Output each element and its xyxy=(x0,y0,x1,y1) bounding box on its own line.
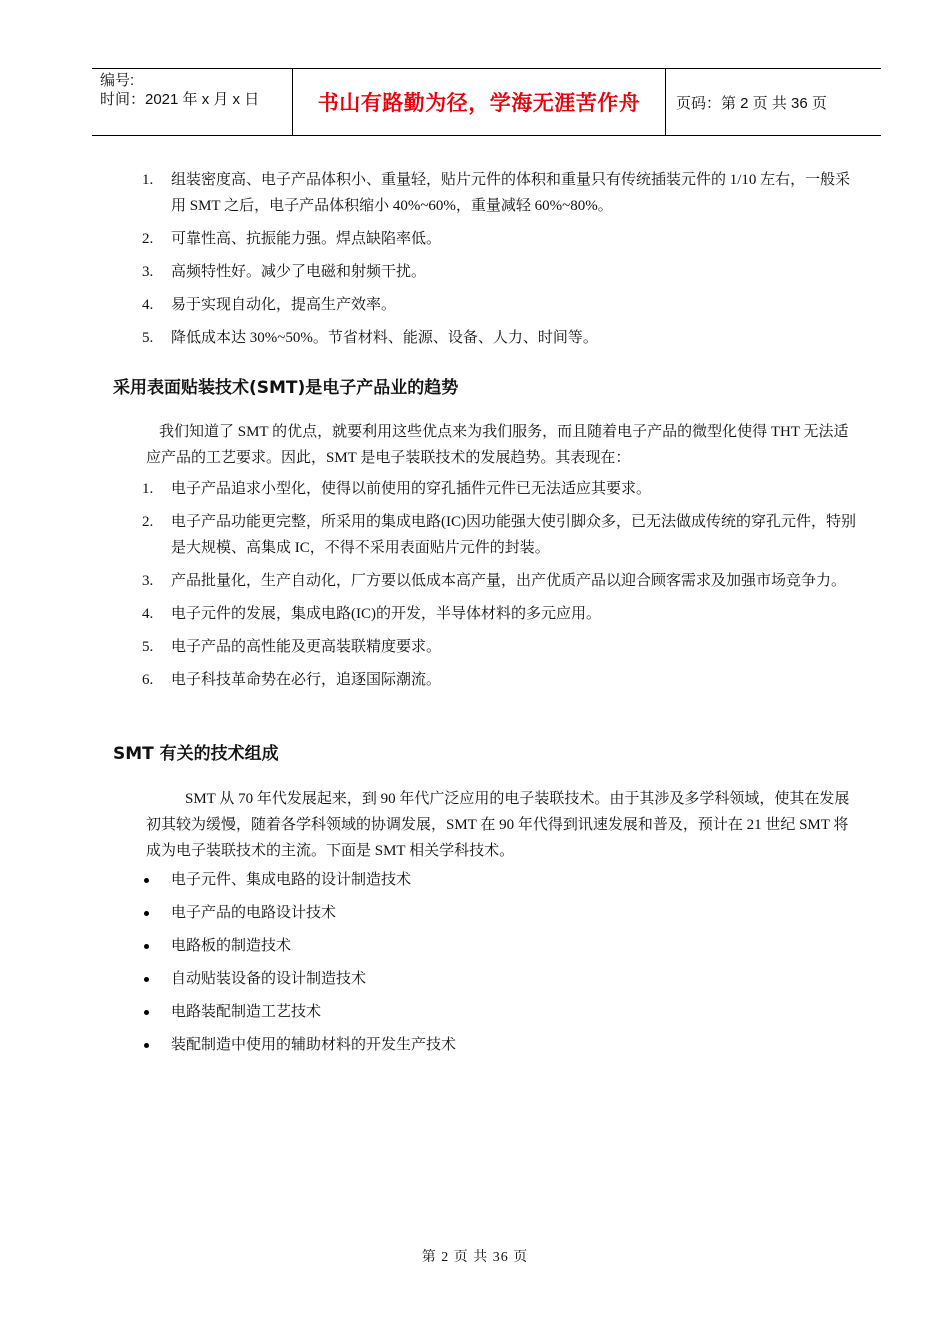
header-meta xyxy=(92,69,293,135)
bullet-icon xyxy=(144,944,149,949)
section-heading-tech: SMT 有关的技术组成 xyxy=(113,744,279,764)
list-item-text: 组装密度高、电子产品体积小、重量轻，贴片元件的体积和重量只有传统插装元件的 1/10 左右，一般采用 SMT 之后，电子产品体积缩小 40%~60%，重量减轻 60%~80%。 xyxy=(171,172,851,214)
header-motto: 书山有路勤为径，学海无涯苦作舟 xyxy=(293,69,666,135)
list-item xyxy=(142,601,862,627)
list-item xyxy=(142,634,862,660)
list-item xyxy=(142,476,862,502)
list-item-text: 电子产品追求小型化，使得以前使用的穿孔插件元件已无法适应其要求。 xyxy=(171,481,652,497)
list-item xyxy=(142,867,862,893)
trend-list xyxy=(142,476,862,700)
list-item xyxy=(142,259,862,285)
list-number: 2. xyxy=(142,231,154,247)
list-number: 6. xyxy=(142,672,154,688)
document-number-label: 编号: xyxy=(100,72,135,89)
bullet-icon xyxy=(144,977,149,982)
list-item-text: 电子科技革命势在必行，追逐国际潮流。 xyxy=(171,672,442,688)
list-item-text: 产品批量化，生产自动化，厂方要以低成本高产量，出产优质产品以迎合顾客需求及加强市场竞争力。 xyxy=(171,573,847,589)
tech-bullet-list xyxy=(142,867,862,1065)
list-item-text: 自动贴装设备的设计制造技术 xyxy=(171,971,367,987)
list-item-text: 高频特性好。减少了电磁和射频干扰。 xyxy=(171,264,427,280)
list-item xyxy=(142,325,862,351)
list-item-text: 电子元件的发展，集成电路(IC)的开发，半导体材料的多元应用。 xyxy=(171,606,601,622)
page-header xyxy=(92,68,881,136)
section-heading-trend: 采用表面贴装技术(SMT)是电子产品业的趋势 xyxy=(113,378,459,398)
bullet-icon xyxy=(144,911,149,916)
list-item xyxy=(142,226,862,252)
list-number: 5. xyxy=(142,330,154,346)
list-number: 1. xyxy=(142,481,154,497)
bullet-icon xyxy=(144,878,149,883)
list-item xyxy=(142,568,862,594)
page-footer: 第 2 页 共 36 页 xyxy=(421,1250,529,1265)
list-number: 1. xyxy=(142,172,154,188)
section-tech-intro: SMT 从 70 年代发展起来，到 90 年代广泛应用的电子装联技术。由于其涉及多学科领域，使其在发展初其较为缓慢，随着各学科领域的协调发展，SMT 在 90 年代得到讯速发展和普及，预计在 21 世纪 SMT 将成为电子装联技术的主流。下面是 SMT 相关学科技术。 xyxy=(146,791,850,859)
list-number: 4. xyxy=(142,606,154,622)
list-item xyxy=(142,292,862,318)
list-item xyxy=(142,667,862,693)
list-item-text: 电子产品的电路设计技术 xyxy=(171,905,337,921)
list-number: 3. xyxy=(142,264,154,280)
list-item xyxy=(142,933,862,959)
section-trend-intro: 我们知道了 SMT 的优点，就要利用这些优点来为我们服务，而且随着电子产品的微型化使得 THT 无法适应产品的工艺要求。因此，SMT 是电子装联技术的发展趋势。其表现在： xyxy=(146,424,849,466)
list-item xyxy=(142,167,862,219)
list-item-text: 易于实现自动化，提高生产效率。 xyxy=(171,297,397,313)
list-number: 2. xyxy=(142,514,154,530)
list-item xyxy=(142,900,862,926)
list-item-text: 电子元件、集成电路的设计制造技术 xyxy=(171,872,412,888)
header-page-label: 页码：第 2 页 共 36 页 xyxy=(676,94,827,112)
list-number: 3. xyxy=(142,573,154,589)
bullet-icon xyxy=(144,1043,149,1048)
document-time-label: 时间：2021 年 x 月 x 日 xyxy=(100,91,260,108)
list-item-text: 装配制造中使用的辅助材料的开发生产技术 xyxy=(171,1037,457,1053)
advantages-list xyxy=(142,167,862,358)
list-item-text: 降低成本达 30%~50%。节省材料、能源、设备、人力、时间等。 xyxy=(171,330,598,346)
list-item xyxy=(142,999,862,1025)
list-item xyxy=(142,966,862,992)
list-item-text: 电路装配制造工艺技术 xyxy=(171,1004,322,1020)
list-number: 4. xyxy=(142,297,154,313)
list-item-text: 可靠性高、抗振能力强。焊点缺陷率低。 xyxy=(171,231,442,247)
list-item-text: 电子产品功能更完整，所采用的集成电路(IC)因功能强大使引脚众多，已无法做成传统的穿孔元件，特别是大规模、高集成 IC，不得不采用表面贴片元件的封装。 xyxy=(171,514,856,556)
bullet-icon xyxy=(144,1010,149,1015)
list-item xyxy=(142,509,862,561)
list-item-text: 电子产品的高性能及更高装联精度要求。 xyxy=(171,639,442,655)
list-item-text: 电路板的制造技术 xyxy=(171,938,292,954)
list-number: 5. xyxy=(142,639,154,655)
list-item xyxy=(142,1032,862,1058)
